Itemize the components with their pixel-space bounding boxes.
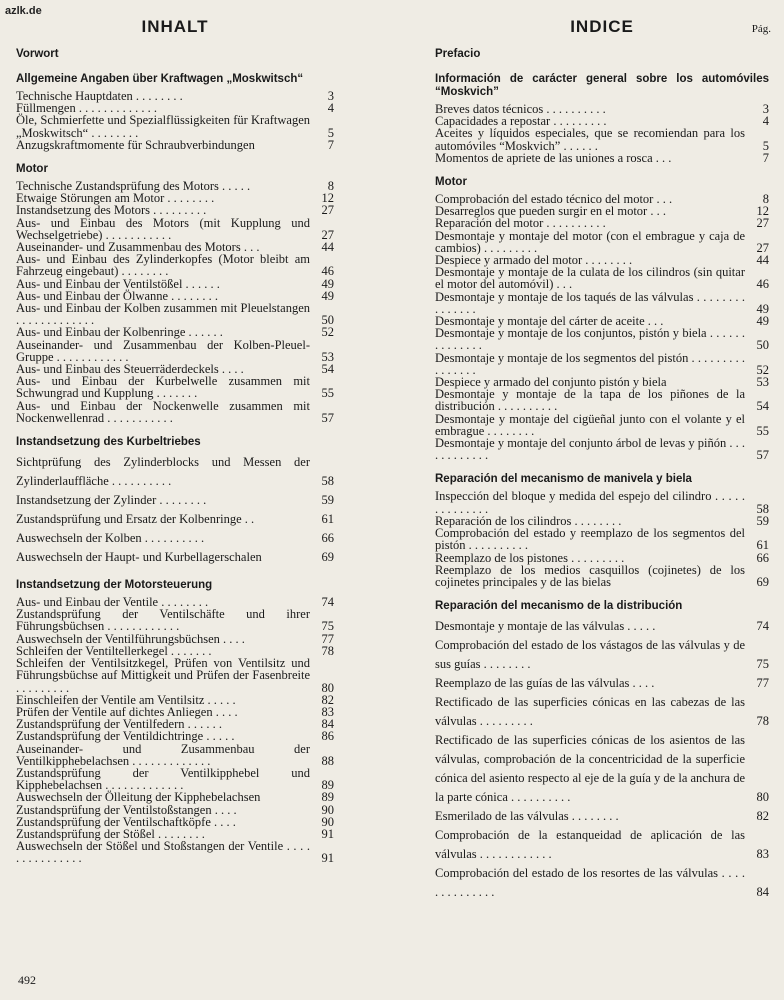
toc-section	[16, 436, 334, 567]
entry-title: Aus- und Einbau der Ölwanne . . . . . . . .	[16, 288, 219, 303]
entry-page: 53	[756, 375, 769, 390]
entry-page: 27	[321, 227, 334, 242]
entry-title: Aus- und Einbau der Kolbenringe . . . . . .	[16, 325, 223, 340]
entry-page: 57	[321, 410, 334, 425]
toc-entry	[435, 731, 769, 807]
entry-title: Desmontaje y montaje de la tapa de los piñones de la distribución . . . . . . . . . .	[435, 387, 745, 414]
entry-page: 75	[756, 657, 769, 672]
section-heading: Motor	[435, 176, 467, 189]
section-heading: Motor	[16, 163, 48, 176]
entry-page: 27	[321, 203, 334, 218]
page-column-label: Pág.	[751, 23, 771, 35]
toc-entry	[435, 826, 769, 864]
entry-title: Aus- und Einbau des Zylinderkopfes (Motor bleibt am Fahrzeug eingebaut) . . . . . . . .	[16, 252, 310, 279]
toc-section	[16, 73, 334, 151]
entry-title: Sichtprüfung des Zylinderblocks und Messen der Zylinderlauffläche . . . . . . . . . .	[16, 455, 310, 489]
entry-page: 3	[762, 102, 769, 116]
section-list	[16, 48, 334, 865]
toc-entry	[16, 804, 334, 816]
entry-title: Despiece y armado del motor . . . . . . . .	[435, 253, 633, 268]
entry-page: 54	[321, 362, 334, 377]
toc-entry	[16, 278, 334, 290]
toc-entry	[16, 339, 334, 363]
toc-entry	[435, 674, 769, 693]
entry-page: 3	[327, 89, 334, 103]
entry-page: 69	[756, 574, 769, 589]
toc-entry	[16, 608, 334, 632]
toc-section	[435, 176, 769, 461]
entry-title: Einschleifen der Ventile am Ventilsitz . . . . .	[16, 692, 236, 707]
section-heading: Allgemeine Angaben über Kraftwagen „Moskwitsch“	[16, 73, 304, 85]
entry-page: 4	[327, 101, 334, 116]
entry-title: Etwaige Störungen am Motor . . . . . . . .	[16, 191, 215, 206]
entry-title: Reemplazo de las guías de las válvulas . . . .	[435, 676, 655, 691]
entry-page: 78	[321, 643, 334, 658]
entry-page: 27	[756, 216, 769, 231]
toc-section	[16, 163, 334, 424]
entry-page: 12	[321, 191, 334, 206]
toc-entry	[435, 552, 769, 564]
entry-title: Schleifen der Ventilsitzkegel, Prüfen von Ventilsitz und Führungsbüchse auf Mittigkeit und Prüfen der Fasenbreite . . . . . . . . .	[16, 656, 310, 695]
toc-entry	[16, 114, 334, 138]
entry-title: Capacidades a repostar . . . . . . . . .	[435, 114, 607, 129]
section-list	[435, 48, 769, 902]
entry-page: 55	[321, 386, 334, 401]
entry-page: 53	[321, 349, 334, 364]
toc-column-german	[16, 16, 334, 877]
entry-page: 57	[756, 448, 769, 463]
toc-entry	[435, 327, 769, 351]
entry-page: 91	[321, 826, 334, 841]
entry-page: 75	[321, 619, 334, 634]
toc-entry	[435, 437, 769, 461]
entry-page: 58	[321, 474, 334, 489]
entry-page: 55	[756, 423, 769, 438]
entry-title: Zustandsprüfung der Ventilfedern . . . . . .	[16, 717, 222, 732]
entry-page: 89	[321, 778, 334, 793]
entry-page: 86	[321, 729, 334, 744]
entry-page: 7	[762, 150, 769, 165]
toc-entry	[435, 807, 769, 826]
entry-page: 52	[756, 362, 769, 377]
entry-page: 83	[756, 847, 769, 862]
entry-title: Zustandsprüfung der Ventilkipphebel und Kipphebelachsen . . . . . . . . . . . . .	[16, 765, 310, 793]
entry-title: Auseinander- und Zusammenbau der Kolben-Pleuel-Gruppe . . . . . . . . . . . .	[16, 337, 310, 364]
toc-entry	[435, 564, 769, 588]
entry-page: 80	[756, 790, 769, 805]
toc-entry	[435, 693, 769, 731]
entry-page: 61	[756, 538, 769, 553]
entry-title: Auseinander- und Zusammenbau der Ventilkipphebelachsen . . . . . . . . . . . . .	[16, 741, 310, 768]
entry-title: Technische Hauptdaten . . . . . . . .	[16, 89, 183, 103]
entry-page: 7	[327, 137, 334, 152]
toc-entry	[16, 375, 334, 399]
entry-title: Aus- und Einbau der Kolben zusammen mit Pleuelstangen . . . . . . . . . . . . .	[16, 301, 310, 328]
entry-title: Desmontaje y montaje de los segmentos del pistón . . . . . . . . . . . . . . . .	[435, 350, 745, 377]
toc-entry	[16, 743, 334, 767]
entry-title: Zustandsprüfung der Stößel . . . . . . . .	[16, 826, 205, 841]
toc-entry	[16, 400, 334, 424]
toc-entry	[16, 657, 334, 694]
entry-title: Comprobación de la estanqueidad de aplicación de las válvulas . . . . . . . . . . . .	[435, 828, 745, 862]
entry-title: Aus- und Einbau der Nockenwelle zusammen mit Nockenwellenrad . . . . . . . . . . .	[16, 398, 310, 425]
entry-title: Momentos de apriete de las uniones a rosca . . .	[435, 150, 672, 165]
toc-entry	[16, 548, 334, 567]
page-title-inhalt: INHALT	[141, 17, 209, 36]
toc-entry	[435, 230, 769, 254]
toc-entry	[16, 139, 334, 151]
entry-title: Aus- und Einbau des Steuerräderdeckels . . . .	[16, 362, 244, 377]
section-heading: Instandsetzung des Kurbeltriebes	[16, 436, 201, 449]
entry-page: 49	[756, 301, 769, 316]
entry-title: Desmontaje y montaje del conjunto árbol de levas y piñón . . . . . . . . . . . .	[435, 436, 745, 463]
toc-entry	[16, 491, 334, 510]
entry-page: 82	[756, 809, 769, 824]
toc-section	[435, 600, 769, 902]
toc-entry	[435, 127, 769, 151]
watermark: azlk.de	[5, 5, 42, 17]
entry-page: 84	[321, 717, 334, 732]
entry-page: 46	[321, 264, 334, 279]
entry-title: Instandsetzung der Zylinder . . . . . . . .	[16, 493, 207, 508]
toc-entry	[435, 490, 769, 514]
toc-entry	[16, 767, 334, 791]
entry-page: 49	[321, 288, 334, 303]
toc-entry	[435, 617, 769, 636]
section-heading: Prefacio	[435, 48, 481, 60]
toc-entry	[16, 840, 334, 864]
entry-title: Desmontaje y montaje de las válvulas . . . . .	[435, 619, 656, 634]
toc-entry	[435, 217, 769, 229]
entry-page: 77	[321, 631, 334, 646]
entry-title: Auswechseln der Kolben . . . . . . . . . .	[16, 531, 205, 546]
entry-page: 46	[756, 277, 769, 292]
entry-page: 59	[321, 493, 334, 508]
entry-title: Desmontaje y montaje del cigüeñal junto con el volante y el embrague . . . . . . . .	[435, 411, 745, 438]
entry-page: 77	[756, 676, 769, 691]
entry-page: 74	[321, 595, 334, 610]
entry-page: 66	[756, 550, 769, 565]
entry-title: Comprobación del estado de los vástagos de las válvulas y de sus guías . . . . . . . .	[435, 638, 745, 672]
entry-title: Inspección del bloque y medida del espejo del cilindro . . . . . . . . . . . . . .	[435, 489, 745, 516]
entry-page: 61	[321, 512, 334, 527]
toc-entry	[16, 510, 334, 529]
page-number: 492	[18, 973, 36, 987]
entry-title: Comprobación del estado técnico del motor . . .	[435, 192, 673, 207]
entry-title: Desmontaje y montaje de la culata de los cilindros (sin quitar el motor del automóvil) . . .	[435, 265, 745, 292]
entry-title: Schleifen der Ventiltellerkegel . . . . . . .	[16, 643, 212, 658]
entry-title: Aus- und Einbau der Kurbelwelle zusammen mit Schwungrad und Kupplung . . . . . . .	[16, 374, 310, 401]
toc-entry	[435, 527, 769, 551]
toc-section	[16, 579, 334, 864]
toc-entry	[16, 302, 334, 326]
toc-entry	[16, 326, 334, 338]
entry-title: Comprobación del estado y reemplazo de los segmentos del pistón . . . . . . . . . .	[435, 526, 745, 553]
entry-page: 91	[321, 851, 334, 866]
entry-title: Zustandsprüfung der Ventildichtringe . . . . .	[16, 729, 235, 744]
entry-title: Auswechseln der Ölleitung der Kipphebelachsen	[16, 790, 261, 805]
entry-title: Aceites y líquidos especiales, que se recomiendan para los automóviles “Moskvich” . . . . . .	[435, 126, 745, 153]
toc-entry	[435, 152, 769, 164]
entry-page: 5	[762, 138, 769, 153]
entry-page: 69	[321, 550, 334, 565]
entry-page: 89	[321, 790, 334, 805]
entry-page: 83	[321, 704, 334, 719]
entry-page: 49	[321, 276, 334, 291]
entry-page: 78	[756, 714, 769, 729]
toc-entry	[16, 204, 334, 216]
entry-title: Desmontaje y montaje del motor (con el embrague y caja de cambios) . . . . . . . . .	[435, 228, 745, 255]
toc-entry	[435, 291, 769, 315]
toc-entry	[16, 217, 334, 241]
entry-title: Technische Zustandsprüfung des Motors . . . . .	[16, 179, 251, 194]
entry-title: Desmontaje y montaje de los taqués de las válvulas . . . . . . . . . . . . . . .	[435, 289, 745, 316]
section-heading: Vorwort	[16, 48, 59, 60]
entry-page: 90	[321, 814, 334, 829]
toc-section	[435, 48, 769, 61]
entry-page: 52	[321, 325, 334, 340]
entry-title: Zustandsprüfung und Ersatz der Kolbenringe . .	[16, 512, 255, 527]
toc-column-spanish	[435, 16, 769, 914]
entry-page: 74	[756, 619, 769, 634]
entry-title: Zustandsprüfung der Ventilstoßstangen . . . .	[16, 802, 237, 817]
entry-title: Auswechseln der Stößel und Stoßstangen der Ventile . . . . . . . . . . . . . . .	[16, 839, 310, 866]
toc-entry	[16, 253, 334, 277]
entry-title: Desmontaje y montaje de los conjuntos, pistón y biela . . . . . . . . . . . . . .	[435, 326, 745, 353]
entry-title: Esmerilado de las válvulas . . . . . . . .	[435, 809, 619, 824]
section-heading: Reparación del mecanismo de la distribución	[435, 600, 683, 613]
entry-title: Breves datos técnicos . . . . . . . . . .	[435, 102, 606, 116]
toc-section	[435, 73, 769, 164]
toc-entry	[16, 453, 334, 491]
entry-title: Reemplazo de los pistones . . . . . . . . .	[435, 550, 625, 565]
toc-entry	[435, 352, 769, 376]
toc-entry	[435, 413, 769, 437]
entry-page: 82	[321, 692, 334, 707]
entry-title: Rectificado de las superficies cónicas en las cabezas de las válvulas . . . . . . . . .	[435, 695, 745, 729]
entry-title: Prüfen der Ventile auf dichtes Anliegen . . . .	[16, 704, 238, 719]
entry-page: 44	[756, 253, 769, 268]
entry-title: Auswechseln der Haupt- und Kurbellagerschalen	[16, 550, 262, 565]
section-heading: Reparación del mecanismo de manivela y biela	[435, 473, 692, 486]
entry-title: Reparación de los cilindros . . . . . . . .	[435, 513, 622, 528]
entry-title: Anzugskraftmomente für Schraubverbindungen	[16, 137, 255, 152]
entry-page: 50	[321, 313, 334, 328]
entry-title: Zustandsprüfung der Ventilschaftköpfe . . . .	[16, 814, 236, 829]
toc-entry	[435, 388, 769, 412]
entry-page: 50	[756, 338, 769, 353]
entry-page: 80	[321, 680, 334, 695]
entry-title: Auseinander- und Zusammenbau des Motors . . .	[16, 240, 260, 255]
toc-entry	[16, 791, 334, 803]
entry-page: 84	[756, 885, 769, 900]
entry-title: Öle, Schmierfette und Spezialflüssigkeiten für Kraftwagen „Moskwitsch“ . . . . . . . .	[16, 113, 310, 140]
entry-title: Comprobación del estado de los resortes de las válvulas . . . . . . . . . . . . . .	[435, 866, 745, 900]
entry-title: Reemplazo de los medios casquillos (cojinetes) de los cojinetes principales y de las bielas	[435, 562, 745, 589]
entry-page: 90	[321, 802, 334, 817]
entry-page: 12	[756, 204, 769, 219]
section-heading: Información de carácter general sobre los automóviles “Moskvich”	[435, 73, 769, 98]
toc-section	[435, 473, 769, 588]
entry-title: Füllmengen . . . . . . . . . . . . .	[16, 101, 157, 116]
entry-page: 59	[756, 513, 769, 528]
entry-title: Auswechseln der Ventilführungsbüchsen . . . .	[16, 631, 245, 646]
entry-page: 8	[327, 179, 334, 194]
entry-page: 58	[756, 501, 769, 516]
entry-page: 66	[321, 531, 334, 546]
entry-page: 88	[321, 753, 334, 768]
entry-title: Aus- und Einbau des Motors (mit Kupplung und Wechselgetriebe) . . . . . . . . . . .	[16, 215, 310, 242]
entry-page: 4	[762, 114, 769, 129]
entry-page: 44	[321, 240, 334, 255]
toc-entry	[16, 529, 334, 548]
entry-title: Instandsetzung des Motors . . . . . . . . .	[16, 203, 207, 218]
toc-entry	[16, 730, 334, 742]
toc-entry	[435, 266, 769, 290]
entry-page: 5	[327, 125, 334, 140]
entry-title: Desmontaje y montaje del cárter de aceite . . .	[435, 314, 664, 329]
entry-title: Desarreglos que pueden surgir en el motor . . .	[435, 204, 666, 219]
entry-title: Reparación del motor . . . . . . . . . .	[435, 216, 606, 231]
toc-section	[16, 48, 334, 61]
entry-page: 8	[762, 192, 769, 207]
entry-page: 49	[756, 314, 769, 329]
entry-title: Aus- und Einbau der Ventile . . . . . . . .	[16, 595, 209, 610]
toc-entry	[435, 864, 769, 902]
page-title-indice: INDICE Pág.	[435, 16, 769, 38]
entry-title: Zustandsprüfung der Ventilschäfte und ihrer Führungsbüchsen . . . . . . . . . . . .	[16, 607, 310, 634]
toc-entry	[435, 636, 769, 674]
entry-title: Rectificado de las superficies cónicas de los asientos de las válvulas, comprobación de la concentricidad de la superficie cónica del asiento respecto al eje de la guía y de la anchura de la parte cónica . . . . . . . . . .	[435, 733, 745, 805]
entry-page: 27	[756, 240, 769, 255]
entry-page: 54	[756, 399, 769, 414]
entry-title: Aus- und Einbau der Ventilstößel . . . . . .	[16, 276, 220, 291]
section-heading: Instandsetzung der Motorsteuerung	[16, 579, 213, 592]
entry-title: Despiece y armado del conjunto pistón y biela	[435, 375, 667, 390]
